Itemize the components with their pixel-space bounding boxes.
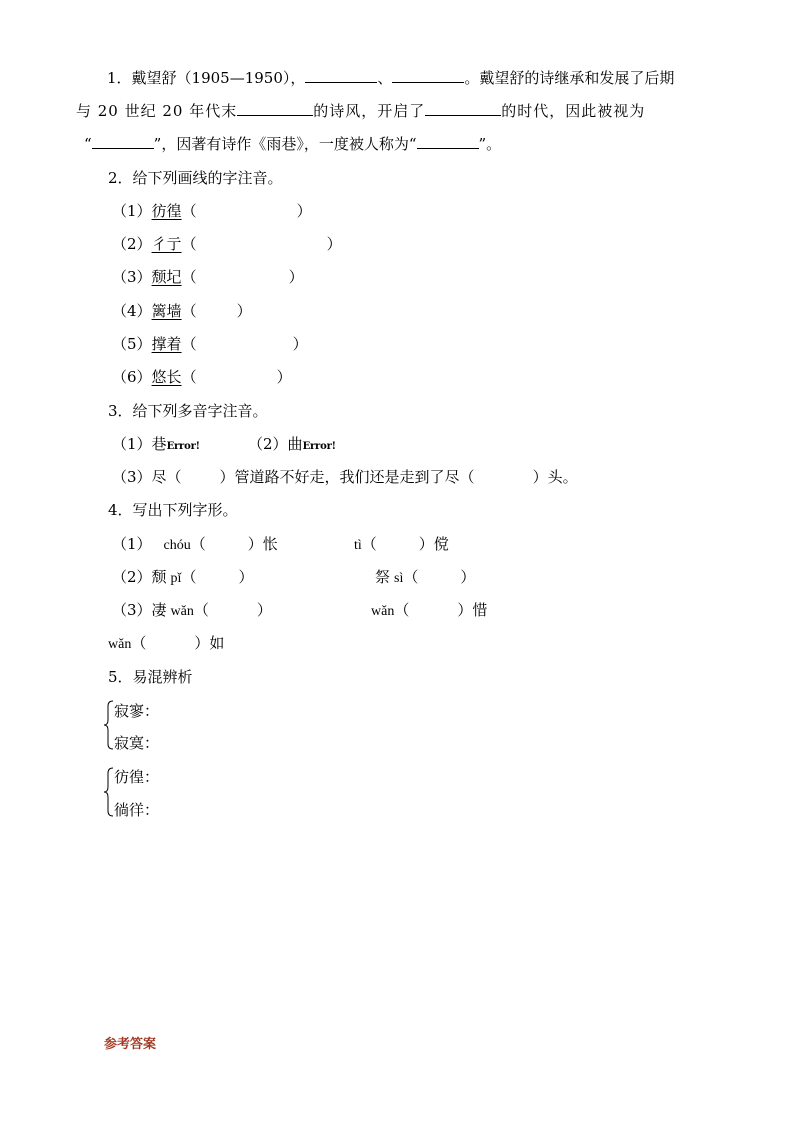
q4-row-2a: （2）颓 pǐ（ ） bbox=[112, 568, 254, 586]
q2-item: （5）撑着（ ） bbox=[112, 335, 308, 353]
q5-group-2-item: 彷徨： bbox=[114, 768, 160, 786]
q1-label: 1． bbox=[107, 69, 132, 87]
q2-item: （3）颓圮（ ） bbox=[112, 268, 304, 286]
q2-item: （2）彳亍（ ） bbox=[112, 235, 342, 253]
q2-item: （4）篱墙（ ） bbox=[112, 302, 252, 320]
q3-item-3: （3）尽（ ）管道路不好走，我们还是走到了尽（ ）头。 bbox=[112, 468, 578, 486]
answer-blank[interactable] bbox=[92, 134, 154, 149]
q5-group-1-item: 寂寞： bbox=[114, 734, 160, 752]
answer-blank[interactable] bbox=[417, 134, 479, 149]
q5-group-1-item: 寂寥： bbox=[114, 702, 160, 720]
brace-icon bbox=[104, 767, 114, 817]
q2-item: （6）悠长（ ） bbox=[112, 368, 292, 386]
q3-item-1: （1）巷Error! bbox=[112, 435, 200, 453]
q1-line-3: “ ”，因著有诗作《雨巷》，一度被人称为“ ”。 bbox=[84, 135, 502, 153]
q5-title: 5．易混辨析 bbox=[108, 668, 193, 686]
answer-blank[interactable] bbox=[237, 101, 313, 116]
q4-row-3b: wǎn（ ）惜 bbox=[371, 601, 488, 619]
answer-blank[interactable] bbox=[425, 101, 501, 116]
error-field: Error! bbox=[302, 441, 336, 452]
q5-group-2-item: 徜徉： bbox=[114, 801, 160, 819]
q2-item: （1）彷徨（ ） bbox=[112, 202, 312, 220]
q2-title: 2．给下列画线的字注音。 bbox=[108, 169, 283, 187]
q4-row-3a: （3）凄 wǎn（ ） bbox=[112, 601, 272, 619]
error-field: Error! bbox=[166, 441, 200, 452]
q4-title: 4．写出下列字形。 bbox=[108, 501, 238, 519]
q4-row-1a: （1） chóu（ ）怅 bbox=[112, 535, 278, 553]
answer-blank[interactable] bbox=[305, 68, 377, 83]
q4-row-2b: 祭 sì（ ） bbox=[375, 568, 476, 586]
q1-line-1: 1．戴望舒（1905—1950）， 、 。戴望舒的诗继承和发展了后期 bbox=[107, 69, 675, 87]
q4-row-4: wǎn（ ）如 bbox=[108, 634, 225, 652]
q1-line-2: 与 20 世纪 20 年代末 的诗风，开启了 的时代，因此被视为 bbox=[76, 102, 646, 120]
q4-row-1b: tì（ ）傥 bbox=[354, 535, 449, 553]
q3-title: 3．给下列多音字注音。 bbox=[108, 402, 268, 420]
q3-item-2: （2）曲Error! bbox=[248, 435, 336, 453]
answer-heading: 参考答案 bbox=[104, 1037, 157, 1052]
answer-blank[interactable] bbox=[392, 68, 464, 83]
brace-icon bbox=[104, 700, 114, 750]
